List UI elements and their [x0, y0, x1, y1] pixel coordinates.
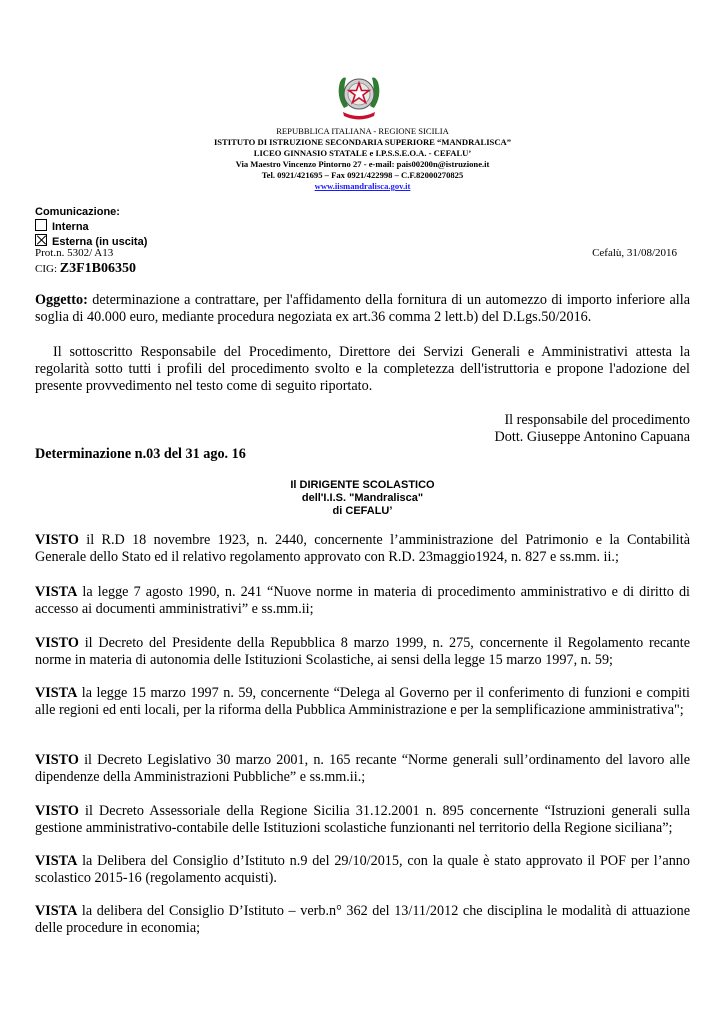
- visto-paragraph-1: [35, 532, 690, 566]
- header-address: Via Maestro Vincenzo Pintorno 27 - e-mail: pais00200n@istruzione.it: [235, 159, 490, 169]
- visto-paragraph-2: [35, 584, 690, 618]
- visto-text: il R.D 18 novembre 1923, n. 2440, concernente l’amministrazione del Patrimonio e la Contabilità Generale dello Stato ed il relativo regolamento approvato con R.D. 23maggio1924, n. 827 e ss.mm. ii.;: [35, 532, 690, 565]
- determinazione-title: Determinazione n.03 del 31 ago. 16: [35, 446, 246, 462]
- dirigente-line3: di CEFALU’: [332, 505, 393, 517]
- visto-text: la legge 15 marzo 1997 n. 59, concernente “Delega al Governo per il conferimento di funzioni e compiti alle regioni ed enti locali, per la riforma della Pubblica Amministrazione e per la semplificazione amministrativa";: [35, 685, 690, 718]
- oggetto-label: Oggetto:: [35, 292, 88, 308]
- italian-republic-emblem-icon: [334, 68, 384, 124]
- communication-box: [35, 205, 147, 249]
- visto-text: il Decreto Assessoriale della Regione Sicilia 31.12.2001 n. 895 concernente “Istruzioni generali sulla gestione amministrativo-contabile delle Istituzioni scolastiche funzionanti nel territorio della Regione siciliana”;: [35, 803, 690, 836]
- signature-role: Il responsabile del procedimento: [504, 412, 690, 428]
- visto-paragraph-6: [35, 803, 690, 837]
- header-phone: Tel. 0921/421695 – Fax 0921/422998 – C.F.82000270825: [261, 170, 464, 180]
- oggetto-paragraph: [35, 292, 690, 326]
- visto-keyword: VISTA: [35, 584, 78, 600]
- institution-header: [0, 126, 725, 192]
- header-schools: LICEO GINNASIO STATALE e I.P.S.S.E.O.A. - CEFALU’: [253, 148, 472, 158]
- dirigente-line1: Il DIRIGENTE SCOLASTICO: [290, 479, 435, 491]
- visto-text: il Decreto Legislativo 30 marzo 2001, n. 165 recante “Norme generali sull’ordinamento del lavoro alle dipendenze della Amministrazioni Pubbliche” e ss.mm.ii.;: [35, 752, 690, 785]
- dirigente-heading: [0, 479, 725, 518]
- header-republic: REPUBBLICA ITALIANA - REGIONE SICILIA: [276, 126, 449, 136]
- header-institute: ISTITUTO DI ISTRUZIONE SECONDARIA SUPERIORE “MANDRALISCA”: [213, 137, 512, 147]
- visto-keyword: VISTA: [35, 903, 78, 919]
- signature-name: Dott. Giuseppe Antonino Capuana: [494, 429, 690, 445]
- visto-text: il Decreto del Presidente della Repubblica 8 marzo 1999, n. 275, concernente il Regolamento recante norme in materia di autonomia delle Istituzioni Scolastiche, ai sensi della legge 15 marzo 1997, n. 59;: [35, 635, 690, 668]
- statement-paragraph: Il sottoscritto Responsabile del Procedimento, Direttore dei Servizi Generali e Amministrativi attesta la regolarità sotto tutti i profili del procedimento svolto e la completezza dell'istruttoria e propone l'adozione del presente provvedimento nel testo come di seguito riportato.: [35, 344, 690, 394]
- visto-keyword: VISTO: [35, 532, 79, 548]
- visto-paragraph-3: [35, 635, 690, 669]
- website-link[interactable]: www.iismandralisca.gov.it: [314, 181, 411, 191]
- cig-code: [35, 261, 136, 277]
- visto-paragraph-4: [35, 685, 690, 719]
- visto-keyword: VISTA: [35, 853, 78, 869]
- visto-text: la Delibera del Consiglio d’Istituto n.9 del 29/10/2015, con la quale è stato approvato il POF per l’anno scolastico 2015-16 (regolamento acquisti).: [35, 853, 690, 886]
- protocol-number: Prot.n. 5302/ A13: [35, 247, 114, 259]
- visto-keyword: VISTO: [35, 803, 79, 819]
- communication-title: Comunicazione:: [35, 206, 120, 218]
- visto-text: la delibera del Consiglio D’Istituto – verb.n° 362 del 13/11/2012 che disciplina le modalità di attuazione delle procedure in economia;: [35, 903, 690, 936]
- place-date: Cefalù, 31/08/2016: [592, 247, 677, 259]
- option-internal-label: Interna: [52, 221, 89, 233]
- cig-label: CIG:: [35, 263, 57, 275]
- oggetto-text: determinazione a contrattare, per l'affidamento della fornitura di un automezzo di importo inferiore alla soglia di 40.000 euro, mediante procedura negoziata ex art.36 comma 2 lett.b) del D.Lgs.50/2016.: [35, 292, 690, 325]
- visto-keyword: VISTA: [35, 685, 78, 701]
- cig-value: Z3F1B06350: [59, 261, 136, 276]
- visto-paragraph-8: [35, 903, 690, 937]
- checkbox-internal[interactable]: [35, 219, 47, 231]
- dirigente-line2: dell'I.I.S. "Mandralisca": [301, 492, 424, 504]
- signature-block: [495, 412, 690, 446]
- visto-keyword: VISTO: [35, 752, 79, 768]
- visto-keyword: VISTO: [35, 635, 79, 651]
- visto-paragraph-7: [35, 853, 690, 887]
- option-external-label: Esterna (in uscita): [52, 236, 148, 248]
- checkbox-external-checked[interactable]: [35, 234, 47, 246]
- visto-text: la legge 7 agosto 1990, n. 241 “Nuove norme in materia di procedimento amministrativo e di diritto di accesso ai documenti amministrativi” e ss.mm.ii;: [35, 584, 690, 617]
- visto-paragraph-5: [35, 752, 690, 786]
